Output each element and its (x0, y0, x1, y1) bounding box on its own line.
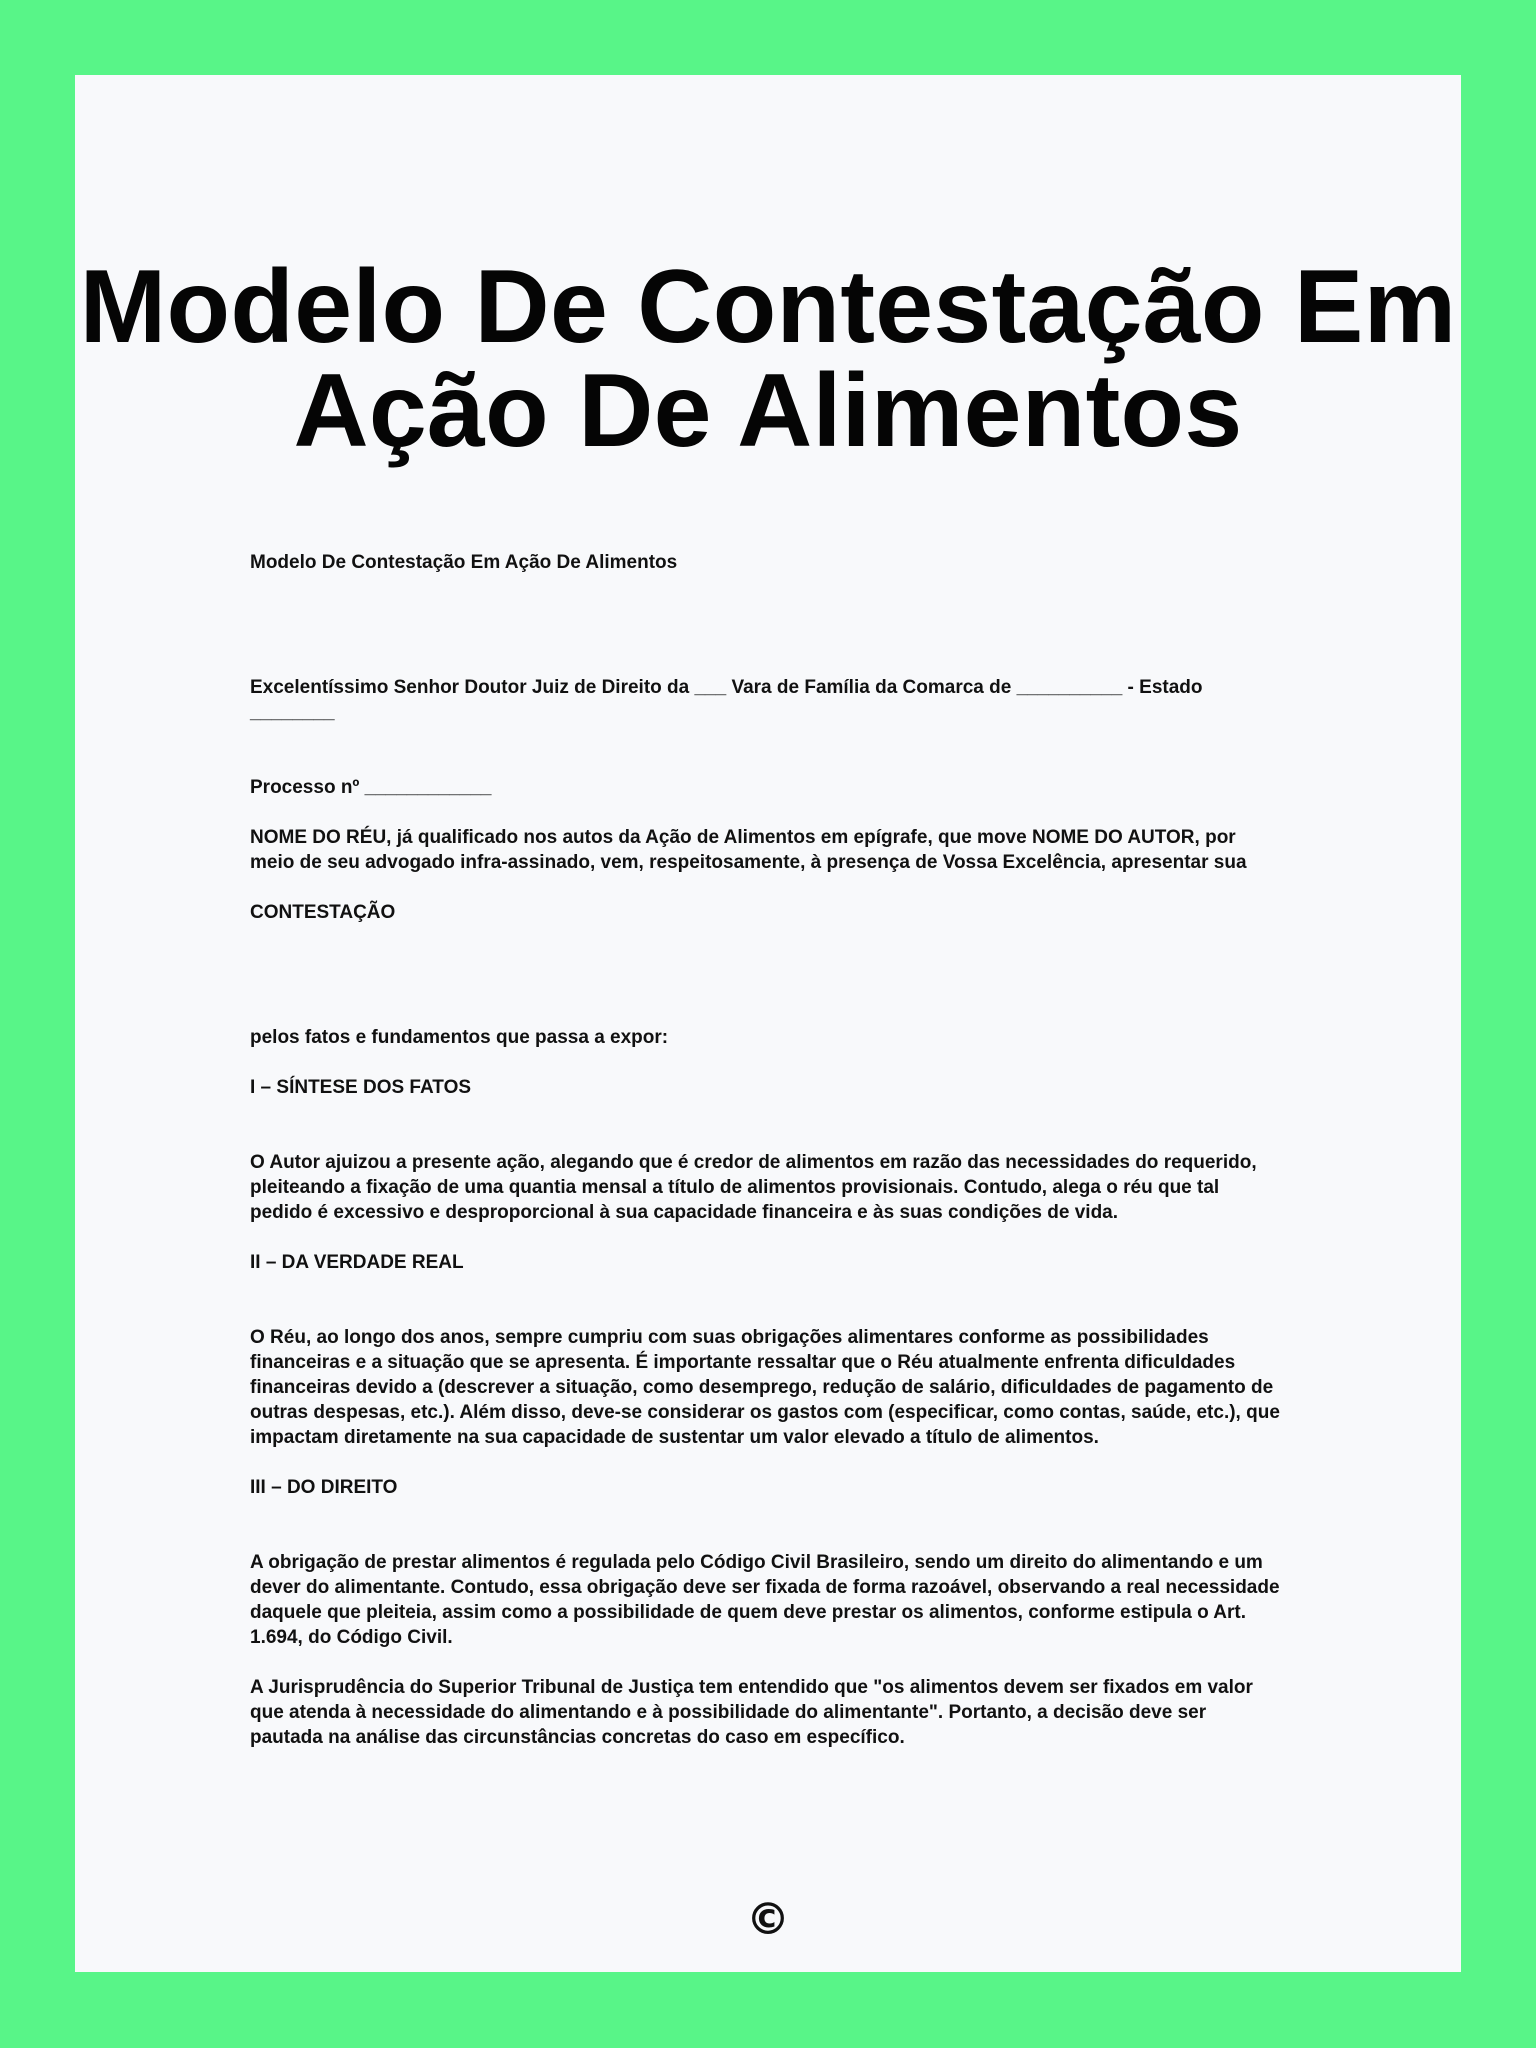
section-3-body-2: A Jurisprudência do Superior Tribunal de Justiça tem entendido que "os alimentos devem ser fixados em valor que atenda à necessidade do alimentando e à possibilidade do alimentante". Portanto, a decisão deve ser pautada na análise das circunstâncias concretas do caso em específico. (250, 1677, 1253, 1748)
section-2-body: O Réu, ao longo dos anos, sempre cumpriu com suas obrigações alimentares conforme as possibilidades financeiras e a situação que se apresenta. É importante ressaltar que o Réu atualmente enfrenta dificuldades financeiras devido a (descrever a situação, como desemprego, redução de salário, dificuldades de pagamento de outras despesas, etc.). Além disso, deve-se considerar os gastos com (especificar, como contas, saúde, etc.), que impactam diretamente na sua capacidade de sustentar um valor elevado a título de alimentos. (250, 1327, 1280, 1448)
document-subtitle: Modelo De Contestação Em Ação De Alimentos (250, 552, 678, 573)
intro-paragraph: NOME DO RÉU, já qualificado nos autos da Ação de Alimentos em epígrafe, que move NOME DO AUTOR, por meio de seu advogado infra-assinado, vem, respeitosamente, à presença de Vossa Excelência, apresentar sua (250, 827, 1247, 873)
section-1-body: O Autor ajuizou a presente ação, alegando que é credor de alimentos em razão das necessidades do requerido, pleiteando a fixação de uma quantia mensal a título de alimentos provisionais. Contudo, alega o réu que tal pedido é excessivo e desproporcional à sua capacidade financeira e às suas condições de vida. (250, 1152, 1257, 1223)
document-body (250, 550, 1280, 1775)
pelos-fatos-line: pelos fatos e fundamentos que passa a expor: (250, 1027, 669, 1048)
section-3-body-1: A obrigação de prestar alimentos é regulada pelo Código Civil Brasileiro, sendo um direito do alimentando e um dever do alimentante. Contudo, essa obrigação deve ser fixada de forma razoável, observando a real necessidade daquele que pleiteia, assim como a possibilidade de quem deve prestar os alimentos, conforme estipula o Art. 1.694, do Código Civil. (250, 1552, 1280, 1648)
section-1-heading: I – SÍNTESE DOS FATOS (250, 1077, 472, 1098)
copyright-icon: © (746, 1894, 790, 1945)
addressee-line: Excelentíssimo Senhor Doutor Juiz de Direito da ___ Vara de Família da Comarca de __________ - Estado ________ (250, 677, 1203, 723)
contestacao-heading: CONTESTAÇÃO (250, 902, 396, 923)
document-page (75, 75, 1461, 1972)
process-number: Processo nº ____________ (250, 777, 492, 798)
page-title: Modelo De Contestação Em Ação De Alimentos (79, 249, 1457, 469)
section-2-heading: II – DA VERDADE REAL (250, 1252, 464, 1273)
section-3-heading: III – DO DIREITO (250, 1477, 398, 1498)
